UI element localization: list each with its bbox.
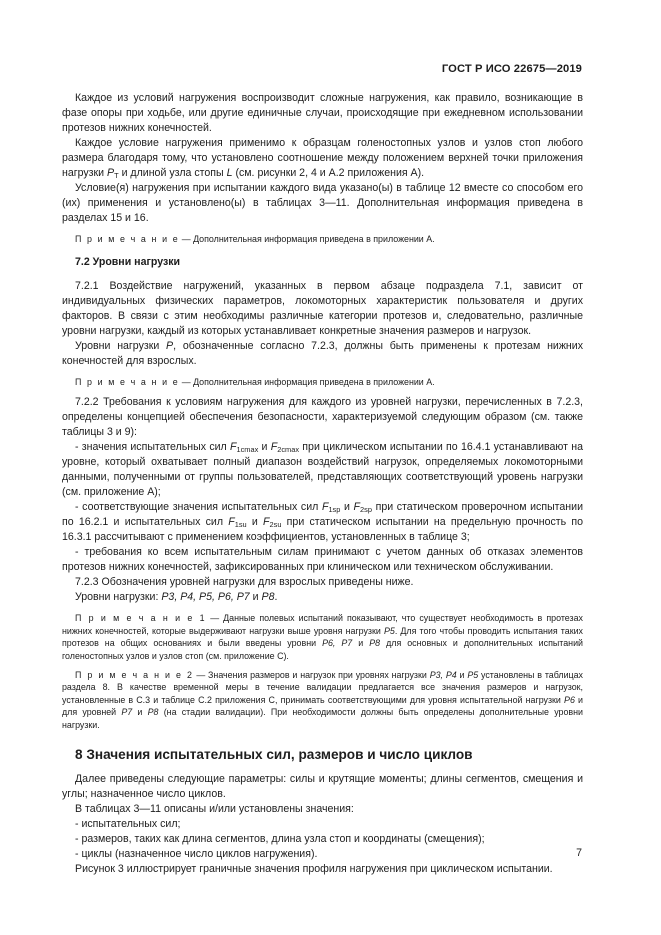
- paragraph-load-conditions: Каждое из условий нагружения воспроизводит сложные нагружения, как правило, возникающие в фазе опоры при ходьбе, или другие единичные случаи, происходящие при ежедневном использовании протезов нижних конечностей.: [62, 92, 583, 134]
- paragraph-7-2-1: 7.2.1 Воздействие нагружений, указанных в первом абзаце подраздела 7.1, зависит от индивидуальных физических параметров, локомоторных характеристик пользователя и других факторов. В связи с этим необходимы различные категории протезов и, следовательно, различные уровни нагрузки, каждый из которых устанавливает конкретные значения размеров и нагрузок.: [62, 279, 583, 337]
- list-item-test-forces: - испытательных сил;: [75, 817, 181, 830]
- list-item-cycles: - циклы (назначенное число циклов нагружения).: [75, 847, 318, 860]
- page-number: 7: [576, 847, 582, 859]
- paragraph-7-2-2: 7.2.2 Требования к условиям нагружения для каждого из уровней нагрузки, перечисленных в 7.2.3, определены концепцией обеспечения безопасности, характеризуемой следующим образом (см. также таблицы 3 и 9):: [62, 396, 583, 439]
- section-heading-8: 8 Значения испытательных сил, размеров и число циклов: [75, 746, 473, 762]
- paragraph-8-parameters: Далее приведены следующие параметры: силы и крутящие моменты; длины сегментов, смещения и углы; назначенное число циклов.: [62, 772, 583, 800]
- paragraph-load-conditions-size: Каждое условие нагружения применимо к образцам голеностопных узлов и узлов стоп любого размера благодаря тому, что установлено соотношение между положением верхней точки приложения нагрузки $P_T$ и длиной узла стопы L (см. рисунки 2, 4 и А.2 приложения А).: [62, 137, 583, 180]
- bullet-failure-data: - требования ко всем испытательным силам принимают с учетом данных об отказах элементов протезов нижних конечностей, зафиксированных при клиническом или техническом обслуживании.: [62, 546, 583, 574]
- page-body: [62, 91, 583, 877]
- paragraph-8-tables: В таблицах 3—11 описаны и/или установлены значения:: [75, 802, 354, 815]
- section-heading-7-2: 7.2 Уровни нагрузки: [75, 255, 181, 268]
- note-annex-a-1: П р и м е ч а н и е — Дополнительная информация приведена в приложении А.: [75, 234, 435, 244]
- bullet-static-forces: - соответствующие значения испытательных сил $F_{1sp}$ и $F_{2sp}$ при статическом проверочном испытании по 16.2.1 и испытательных сил $F_{1su}$ и $F_{2su}$ при статическом испытании на предельную прочность по 16.3.1 рассчитывают с применением коэффициентов, установленных в таблице 3;: [62, 501, 583, 544]
- note-2-validation: П р и м е ч а н и е 2 — Значения размеров и нагрузок при уровнях нагрузки Р3, Р4 и Р5 установлены в таблицах раздела 8. В качестве временной меры в течение валидации предлагается все значения размеров и нагрузок, установленные в С.3 и таблице С.2 приложения С, принимать соответствующими для уровня испытательной нагрузки Р6 и для уровней Р7 и Р8 (на стадии валидации). При необходимости должны быть определены дополнительные уровни нагрузки.: [62, 669, 583, 730]
- paragraph-test-conditions: Условие(я) нагружения при испытании каждого вида указано(ы) в таблице 12 вместе со способом его (их) применения и установлено(ы) в таблицах 3—11. Дополнительная информация приведена в разделах 15 и 16.: [62, 182, 583, 224]
- note-1-field-tests: П р и м е ч а н и е 1 — Данные полевых испытаний показывают, что существует необходимость в протезах нижних конечностей, которые выдерживают нагрузки выше уровня нагрузки Р5. Для того чтобы проводить испытания таких протезов на общих основаниях и были введены уровни Р6, Р7 и Р8 для основных и дополнительных испытаний голеностопных узлов и узлов стоп (см. приложение С).: [62, 613, 583, 661]
- list-item-dimensions: - размеров, таких как длина сегментов, длина узла стоп и координаты (смещения);: [75, 832, 485, 845]
- paragraph-load-level-list: Уровни нагрузки: Р3, Р4, Р5, Р6, Р7 и Р8.: [75, 591, 278, 604]
- paragraph-figure-3: Рисунок 3 иллюстрирует граничные значения профиля нагружения при циклическом испытании.: [75, 862, 553, 875]
- note-annex-a-2: П р и м е ч а н и е — Дополнительная информация приведена в приложении А.: [75, 376, 435, 387]
- paragraph-load-levels-adults: Уровни нагрузки P, обозначенные согласно 7.2.3, должны быть применены к протезам нижних конечностей для взрослых.: [62, 339, 583, 367]
- bullet-cyclic-forces: - значения испытательных сил $F_{1cmax}$ и $F_{2cmax}$ при циклическом испытании по 16.4.1 устанавливают на уровне, который охватывает полный диапазон воздействий нагрузок, определяемых локомоторными данными, полученными от группы пользователей, представляющих соответствующий уровень нагрузки (см. приложение А);: [62, 441, 583, 499]
- paragraph-7-2-3: 7.2.3 Обозначения уровней нагрузки для взрослых приведены ниже.: [75, 576, 414, 589]
- document-standard-header: ГОСТ Р ИСО 22675—2019: [441, 63, 582, 75]
